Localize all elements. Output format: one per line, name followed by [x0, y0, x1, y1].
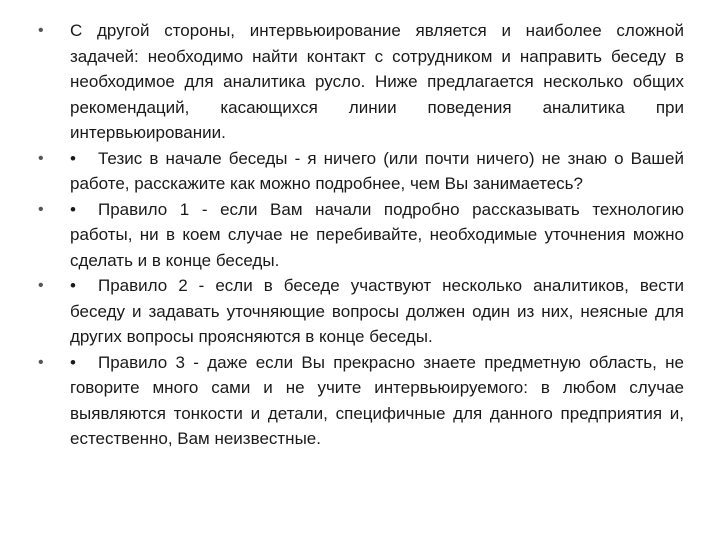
paragraph-text [70, 197, 684, 274]
paragraph-text [70, 350, 684, 452]
paragraph-body: Тезис в начале беседы - я ничего (или почти ничего) не знаю о Вашей работе, расскажите как можно подробнее, чем Вы занимаетесь? [70, 148, 684, 193]
list-item [38, 350, 684, 452]
inner-bullet-icon: • [70, 352, 76, 372]
bullet-icon: • [38, 22, 44, 39]
bullet-icon: • [38, 149, 44, 167]
list-item [38, 197, 684, 274]
inner-bullet-icon: • [70, 148, 76, 168]
inner-bullet-icon: • [70, 276, 76, 295]
bullet-icon: • [38, 353, 44, 371]
inner-bullet-icon: • [70, 199, 76, 219]
paragraph-text [70, 146, 684, 197]
paragraph-text [70, 273, 684, 350]
bullet-icon: • [38, 277, 44, 294]
paragraph-body: Правило 1 - если Вам начали подробно рассказывать технологию работы, ни в коем случае не перебивайте, необходимые уточнения можно сделать и в конце беседы. [70, 199, 684, 270]
paragraph-text [70, 18, 684, 146]
list-item [38, 18, 684, 146]
paragraph-body: Правило 2 - если в беседе участвуют несколько аналитиков, вести беседу и задавать уточняющие вопросы должен один из них, неясные для других вопросы проясняются в конце беседы. [70, 276, 684, 346]
list-item [38, 273, 684, 350]
bullet-icon: • [38, 200, 44, 218]
paragraph-body: С другой стороны, интервьюирование является и наиболее сложной задачей: необходимо найти контакт с сотрудником и направить беседу в необходимое для аналитика русло. Ниже предлагается несколько общих рекомендаций, касающихся линии поведения аналитика при интервьюировании. [70, 21, 684, 142]
list-item [38, 146, 684, 197]
paragraph-body: Правило 3 - даже если Вы прекрасно знаете предметную область, не говорите много сами и не учите интервьюируемого: в любом случае выявляются тонкости и детали, специфичные для данного предприятия и, естественно, Вам неизвестные. [70, 352, 684, 448]
bullet-list [38, 18, 684, 452]
